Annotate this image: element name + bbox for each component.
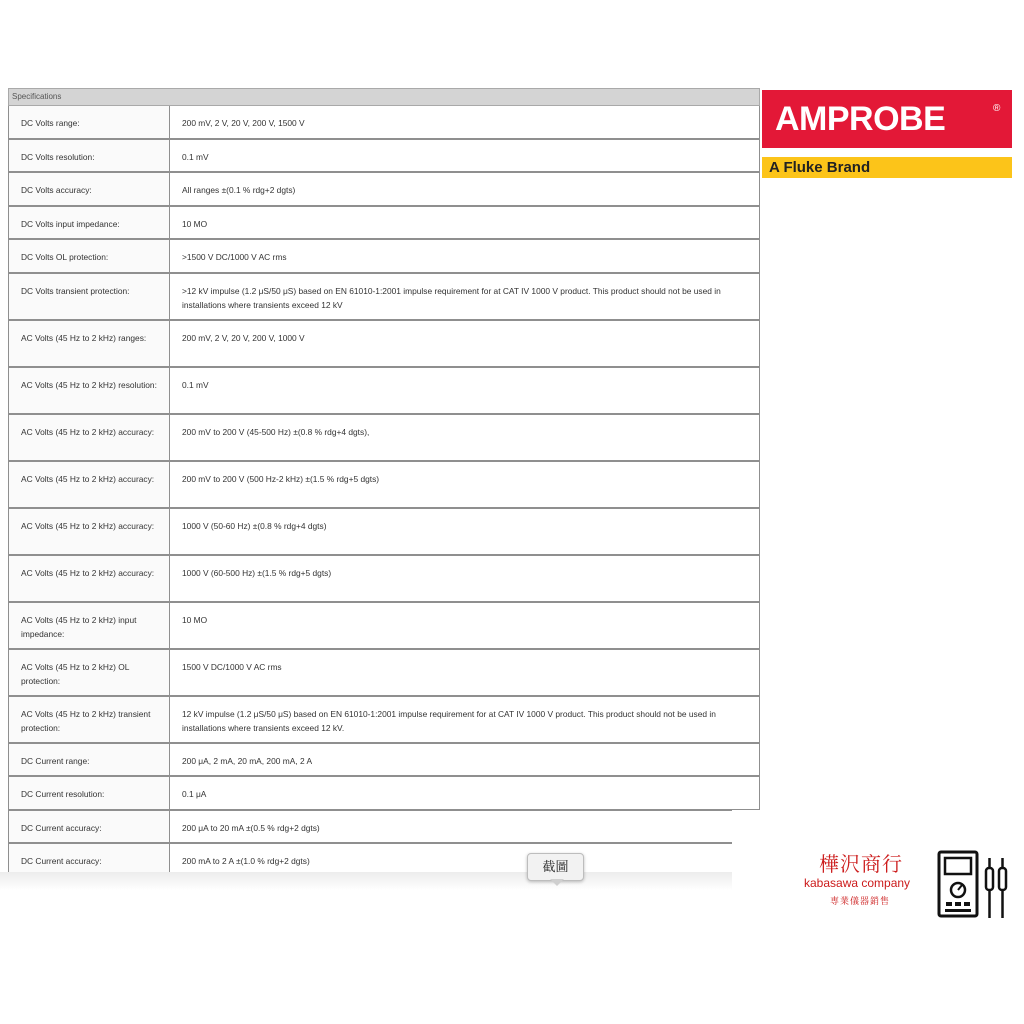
spec-value: 1000 V (50-60 Hz) ±(0.8 % rdg+4 dgts) <box>169 509 760 556</box>
spec-table-body <box>8 106 760 878</box>
spec-value: 200 μA, 2 mA, 20 mA, 200 mA, 2 A <box>169 744 760 778</box>
spec-label: AC Volts (45 Hz to 2 kHz) input impedance: <box>8 603 169 650</box>
spec-value: 1000 V (60-500 Hz) ±(1.5 % rdg+5 dgts) <box>169 556 760 603</box>
amprobe-logo-text: AMPROBE <box>775 100 946 138</box>
spec-label: DC Volts OL protection: <box>8 240 169 274</box>
spec-row <box>8 368 760 415</box>
spec-value: >12 kV impulse (1.2 μS/50 μS) based on EN 61010-1:2001 impulse requirement for at CAT IV 1000 V product. This product should not be used in installations where transients exceed 12 kV <box>169 274 760 321</box>
kabasawa-logo-subtitle: 専業儀器銷售 <box>830 896 891 906</box>
spec-row <box>8 603 760 650</box>
spec-value: 200 mV, 2 V, 20 V, 200 V, 1500 V <box>169 106 760 140</box>
spec-label: DC Current accuracy: <box>8 844 169 878</box>
spec-label: DC Current range: <box>8 744 169 778</box>
spec-row <box>8 140 760 174</box>
spec-row <box>8 509 760 556</box>
spec-value: 200 mV, 2 V, 20 V, 200 V, 1000 V <box>169 321 760 368</box>
spec-label: AC Volts (45 Hz to 2 kHz) transient protection: <box>8 697 169 744</box>
spec-label: DC Volts resolution: <box>8 140 169 174</box>
spec-label: DC Volts transient protection: <box>8 274 169 321</box>
spec-label: AC Volts (45 Hz to 2 kHz) accuracy: <box>8 509 169 556</box>
spec-row <box>8 207 760 241</box>
spec-row <box>8 650 760 697</box>
spec-label: DC Volts range: <box>8 106 169 140</box>
spec-row <box>8 744 760 778</box>
spec-value: 10 MO <box>169 207 760 241</box>
kabasawa-logo-name: 樺沢商行 <box>819 854 903 876</box>
spec-row <box>8 274 760 321</box>
kabasawa-logo-english: kabasawa company <box>804 876 911 890</box>
spec-row <box>8 240 760 274</box>
spec-value: 0.1 mV <box>169 140 760 174</box>
spec-label: DC Current accuracy: <box>8 811 169 845</box>
spec-value: 200 mV to 200 V (45-500 Hz) ±(0.8 % rdg+4 dgts), <box>169 415 760 462</box>
spec-value: >1500 V DC/1000 V AC rms <box>169 240 760 274</box>
fluke-brand-text: A Fluke Brand <box>769 159 871 176</box>
spec-value: 12 kV impulse (1.2 μS/50 μS) based on EN 61010-1:2001 impulse requirement for at CAT IV 1000 V product. This product should not be used in installations where transients exceed 12 kV. <box>169 697 760 744</box>
spec-row <box>8 173 760 207</box>
spec-label: DC Volts input impedance: <box>8 207 169 241</box>
registered-mark: ® <box>993 103 1001 114</box>
specifications-header: Specifications <box>8 88 760 106</box>
spec-row <box>8 777 760 811</box>
spec-row <box>8 106 760 140</box>
spec-value: 0.1 mV <box>169 368 760 415</box>
tooltip-arrow-icon <box>550 879 564 886</box>
spec-value: 1500 V DC/1000 V AC rms <box>169 650 760 697</box>
multimeter-icon <box>937 850 1011 920</box>
spec-label: DC Current resolution: <box>8 777 169 811</box>
spec-label: DC Volts accuracy: <box>8 173 169 207</box>
spec-label: AC Volts (45 Hz to 2 kHz) accuracy: <box>8 415 169 462</box>
spec-value: 200 mA to 2 A ±(1.0 % rdg+2 dgts) <box>169 844 760 878</box>
bottom-fade <box>0 872 732 890</box>
spec-value: All ranges ±(0.1 % rdg+2 dgts) <box>169 173 760 207</box>
spec-label: AC Volts (45 Hz to 2 kHz) OL protection: <box>8 650 169 697</box>
white-patch <box>732 810 772 900</box>
specifications-table <box>8 88 760 878</box>
spec-row <box>8 556 760 603</box>
spec-row <box>8 415 760 462</box>
spec-row <box>8 462 760 509</box>
spec-row <box>8 321 760 368</box>
spec-row <box>8 697 760 744</box>
spec-label: AC Volts (45 Hz to 2 kHz) resolution: <box>8 368 169 415</box>
spec-label: AC Volts (45 Hz to 2 kHz) accuracy: <box>8 462 169 509</box>
spec-label: AC Volts (45 Hz to 2 kHz) ranges: <box>8 321 169 368</box>
spec-row <box>8 811 760 845</box>
spec-value: 200 mV to 200 V (500 Hz-2 kHz) ±(1.5 % rdg+5 dgts) <box>169 462 760 509</box>
spec-value: 0.1 μA <box>169 777 760 811</box>
spec-value: 10 MO <box>169 603 760 650</box>
screenshot-tooltip: 截圖 <box>527 853 584 881</box>
spec-value: 200 μA to 20 mA ±(0.5 % rdg+2 dgts) <box>169 811 760 845</box>
spec-label: AC Volts (45 Hz to 2 kHz) accuracy: <box>8 556 169 603</box>
